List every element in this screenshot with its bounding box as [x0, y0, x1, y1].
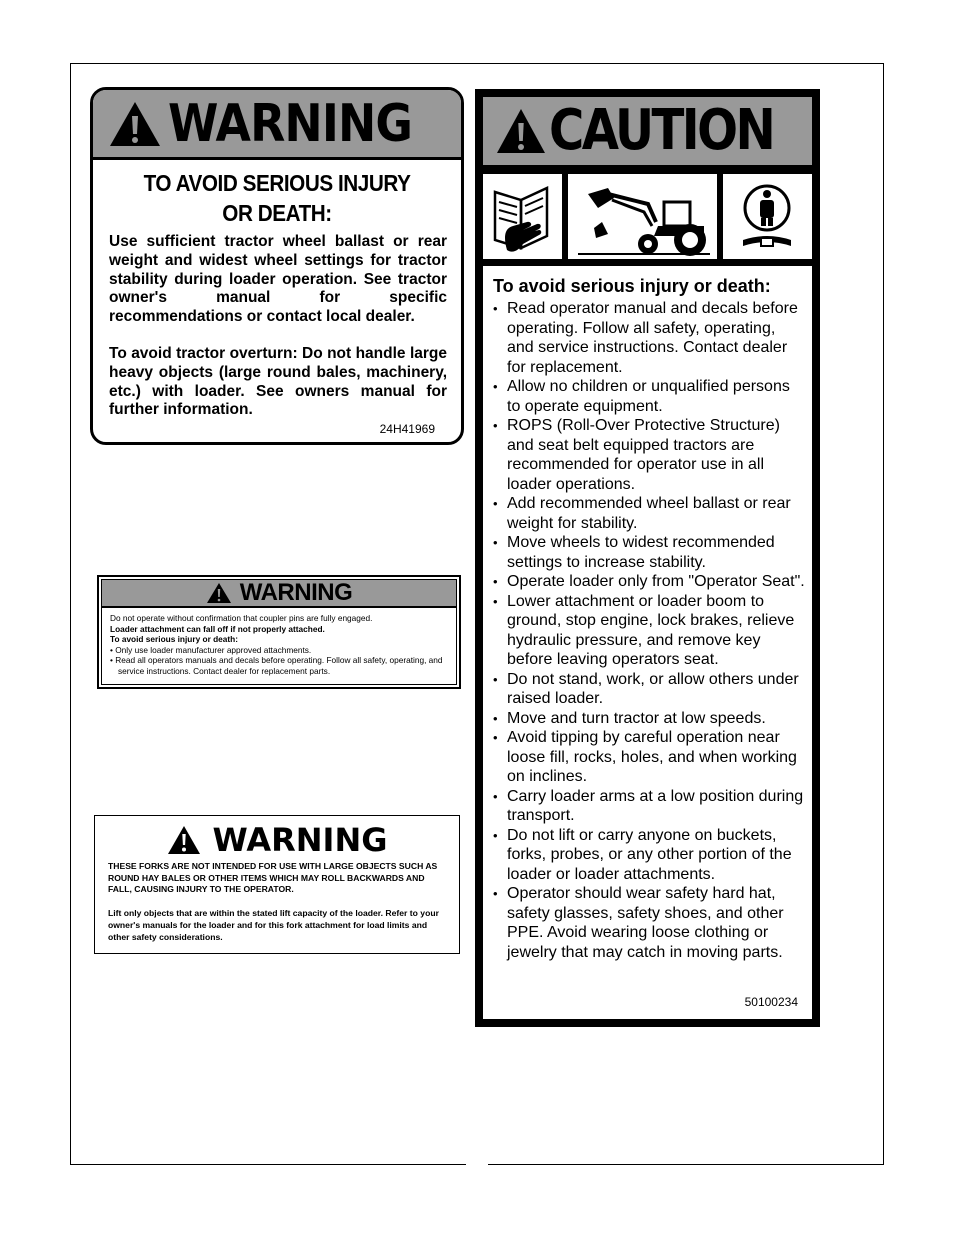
list-item: • Read all operators manuals and decals before operating. Follow all safety, operating, and service instructions. Contact dealer for replacement parts. [110, 655, 443, 676]
tractor-loader-icon [568, 174, 717, 259]
caution-body [483, 266, 812, 1019]
list-item: • Move wheels to widest recommended settings to increase stability. [493, 533, 806, 572]
list-item: • Do not lift or carry anyone on buckets, forks, probes, or any other portion of the loader or loader attachments. [493, 826, 806, 885]
warning-subtitle: TO AVOID SERIOUS INJURY OR DEATH: [143, 170, 411, 226]
list-item: • Do not stand, work, or allow others under raised loader. [493, 670, 806, 709]
part-number: 24H41969 [379, 422, 435, 436]
warning-decal-header [102, 580, 456, 608]
operator-manual-icon [483, 174, 562, 259]
part-number: 50100234 [744, 995, 798, 1009]
warning-paragraph-overturn: To avoid tractor overturn: Do not handle large heavy objects (large round bales, machinery, etc.) with loader. See owners manual for further information. [109, 344, 447, 419]
list-item: • Move and turn tractor at low speeds. [493, 709, 806, 729]
warning-header-text: WARNING [239, 579, 353, 606]
list-item: • Carry loader arms at a low position during transport. [493, 787, 806, 826]
warning-decal-header [93, 90, 461, 160]
warning-triangle-icon [495, 107, 547, 155]
warning-decal-header [95, 823, 459, 857]
fork-warning-paragraph-1: THESE FORKS ARE NOT INTENDED FOR USE WITH LARGE OBJECTS SUCH AS ROUND HAY BALES OR OTHER ITEMS WHICH MAY ROLL BACKWARDS AND FALL, CAUSING INJURY TO THE OPERATOR. [108, 861, 438, 895]
warning-decal-forks [94, 815, 460, 954]
frame-gap [466, 1158, 488, 1168]
list-item: • Lower attachment or loader boom to ground, stop engine, lock brakes, relieve hydraulic pressure, and remove key before leaving operators seat. [493, 592, 806, 670]
list-item: • Operator should wear safety hard hat, safety glasses, safety shoes, and other PPE. Avoid wearing loose clothing or jewelry that may catch in moving parts. [493, 884, 806, 962]
warning-triangle-icon [108, 100, 162, 148]
warning-header-text: WARNING [168, 93, 413, 154]
caution-decal [475, 89, 820, 1027]
warning-decal-coupler [97, 575, 461, 689]
list-item: • Read operator manual and decals before operating. Follow all safety, operating, and service instructions. Contact dealer for replacement. [493, 299, 806, 377]
fork-warning-paragraph-2: Lift only objects that are within the stated lift capacity of the loader. Refer to your owner's manuals for the loader and for this fork attachment for load limits and other safety considerations. [108, 908, 439, 942]
caution-decal-header [483, 97, 812, 165]
warning-paragraph-ballast: Use sufficient tractor wheel ballast or rear weight and widest wheel settings for tractor stability during loader operation. See tractor owner's manual for specific recommendations or contact local dealer. [109, 233, 447, 326]
list-item: • Avoid tipping by careful operation near loose fill, rocks, holes, and when working on inclines. [493, 728, 806, 787]
caution-title: To avoid serious injury or death: [493, 276, 771, 296]
seatbelt-operator-icon [723, 174, 812, 259]
list-item: • Allow no children or unqualified persons to operate equipment. [493, 377, 806, 416]
list-item: • Only use loader manufacturer approved attachments. [110, 644, 312, 655]
caution-header-text: CAUTION [549, 98, 774, 163]
warning-decal-tractor-stability [90, 87, 464, 445]
warning-triangle-icon [206, 582, 232, 604]
coupler-warning-body: Do not operate without confirmation that coupler pins are fully engaged. Loader attachment can fall off if not properly attached. To avoid serious injury or death: • Only use loader manufacturer approved attachments. • Read all operators manuals and decals before operating. Follow all safety, operating, and service instructions. Contact dealer for replacement parts. [102, 608, 456, 677]
list-item: • Operate loader only from "Operator Seat". [493, 572, 806, 592]
warning-header-text: WARNING [212, 821, 388, 859]
list-item: • Add recommended wheel ballast or rear weight for stability. [493, 494, 806, 533]
caution-list [493, 299, 806, 962]
warning-triangle-icon [167, 825, 201, 855]
list-item: • ROPS (Roll-Over Protective Structure) and seat belt equipped tractors are recommended for operator use in all loader operations. [493, 416, 806, 494]
